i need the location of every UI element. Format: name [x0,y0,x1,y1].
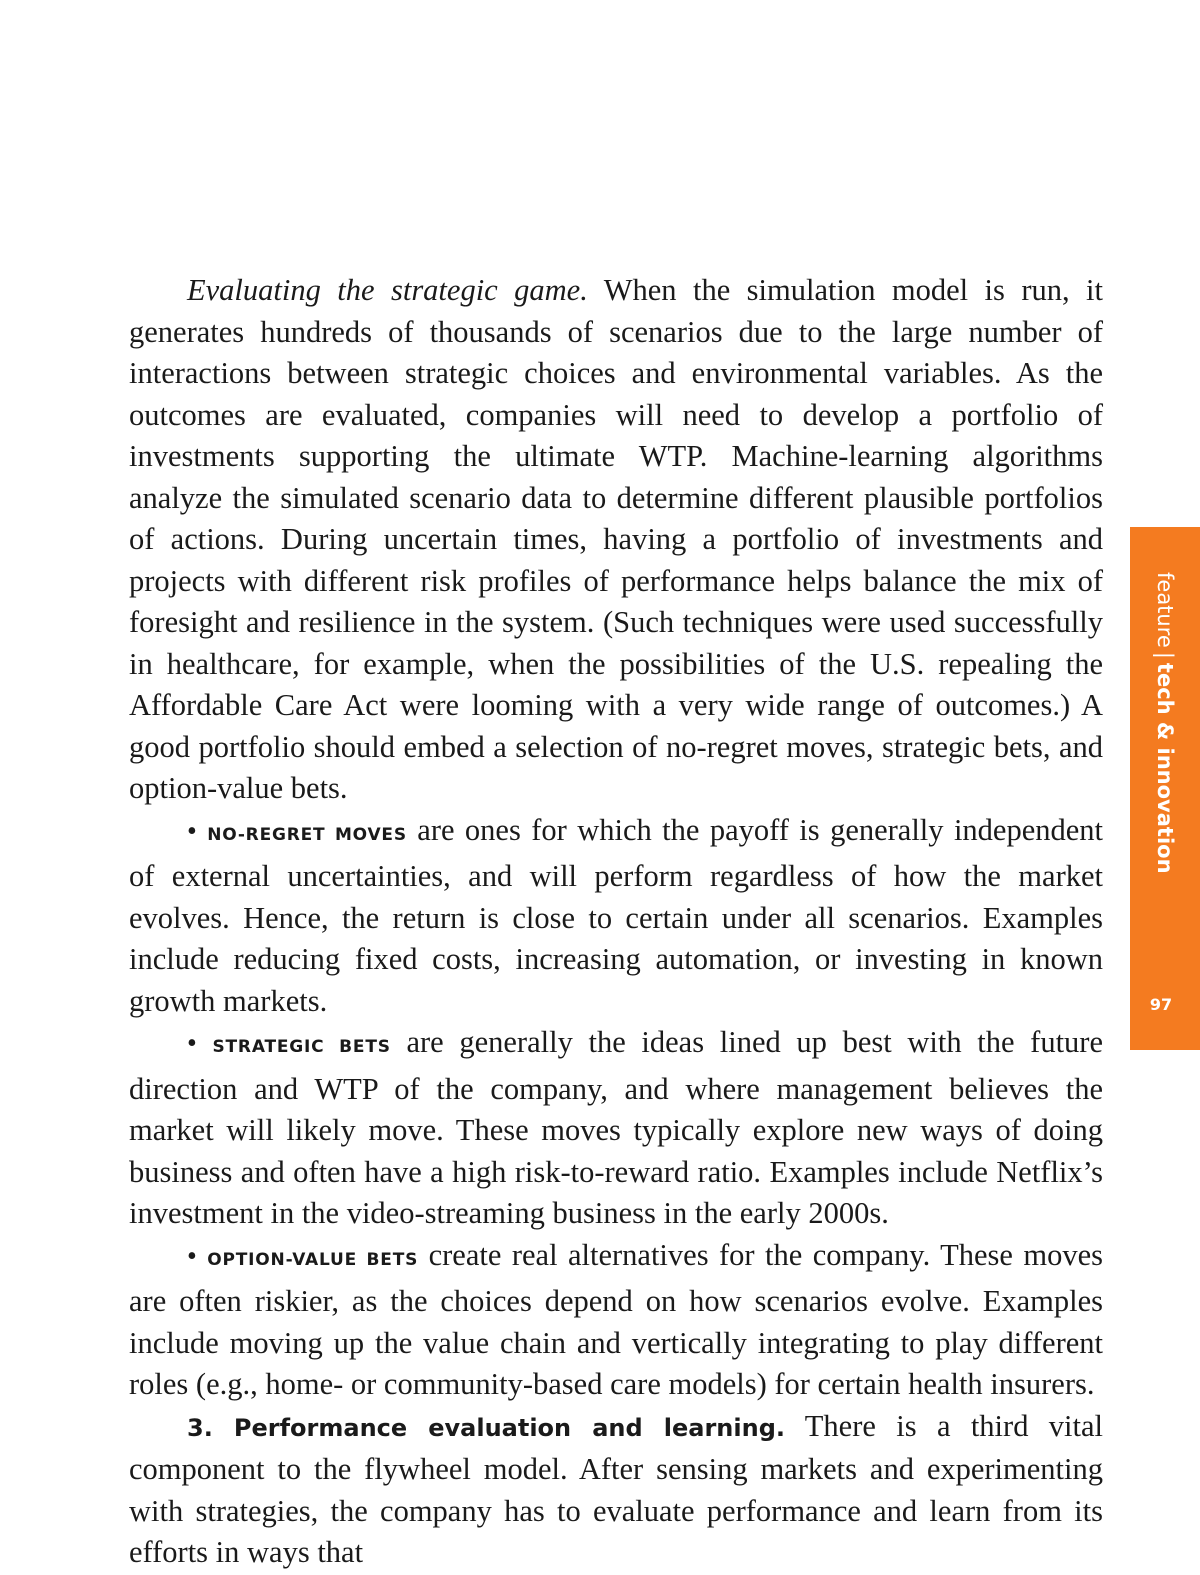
bullet-text: are ones for which the payoff is generally independent of external uncertainties, and will perform regardless of how the market evolves. Hence, the return is close to certain under all scenarios. Examples include reducing fixed costs, increasing automation, or investing in known growth markets. [129,812,1104,1018]
section-heading: 3. Performance evaluation and learning. [187,1413,785,1442]
bullet-text: are generally the ideas lined up best with the future direction and WTP of the company, and where management believes the market will likely move. These moves typically explore new ways of doing business and often have a high risk-to-reward ratio. Examples include Netflix’s investment in the video-streaming business in the early 2000s. [129,1025,1104,1230]
paragraph-lead: Evaluating the strategic game. [187,273,588,307]
section-tab-category: tech & innovation [1153,662,1177,874]
section-tab-separator: | [1153,651,1177,659]
paragraph-text: When the simulation model is run, it generates hundreds of thousands of scenarios due to the large number of interactions between strategic choices and environmental variables. As the outcomes are evaluated, companies will need to develop a portfolio of investments supporting the ultimate WTP. Machine-learning algorithms analyze the simulated scenario data to determine different plausible portfolios of actions. During uncertain times, having a portfolio of investments and projects with different risk profiles of performance helps balance the mix of foresight and resilience in the system. (Such techniques were used successfully in healthcare, for example, when the possibilities of the U.S. repealing the Affordable Care Act were looming with a very wide range of outcomes.) A good portfolio should embed a selection of no-regret moves, strategic bets, and option-value bets. [129,273,1103,805]
article-body [129,270,1103,1574]
page-number: 97 [1149,995,1173,1014]
paragraph-evaluating [129,270,1103,810]
bullet-marker: • [187,815,197,847]
bullet-text: create real alternatives for the company. These moves are often riskier, as the choices depend on how scenarios evolve. Examples include moving up the value chain and vertically integrating to play different roles (e.g., home- or community-based care models) for certain health insurers. [129,1237,1103,1401]
bullet-marker: • [187,1240,197,1272]
bullet-term: OPTION-VALUE BETS [207,1249,419,1270]
bullet-strategic-bets [129,1022,1103,1235]
section-performance-evaluation [129,1406,1103,1574]
bullet-term: NO-REGRET MOVES [207,824,407,845]
bullet-no-regret-moves [129,810,1103,1023]
section-tab-label [1130,527,1200,947]
section-tab-feature: feature [1153,572,1177,648]
bullet-marker: • [187,1028,197,1059]
section-text: There is a third vital component to the flywheel model. After sensing markets and experimenting with strategies, the company has to evaluate performance and learn from its efforts in ways that [129,1408,1103,1569]
bullet-term: STRATEGIC BETS [212,1037,391,1057]
section-tab-text [1153,572,1177,874]
bullet-option-value-bets [129,1235,1103,1406]
